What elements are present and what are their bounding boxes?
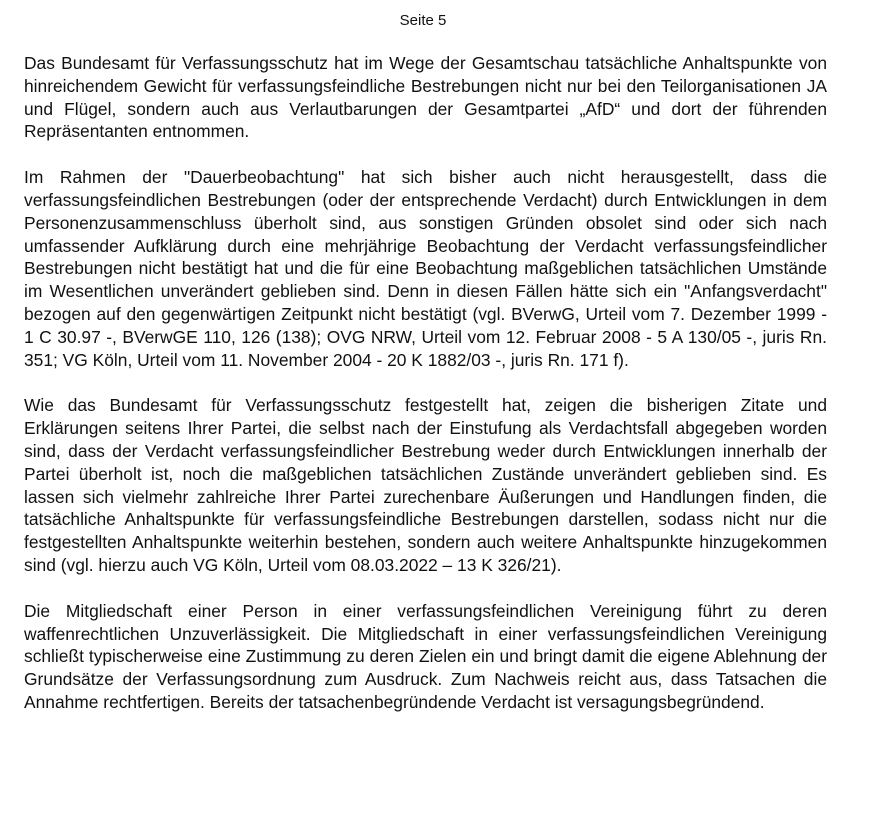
paragraph-2: Im Rahmen der "Dauerbeobachtung" hat sich bisher auch nicht herausgestellt, dass die verfassungsfeindlichen Bestrebungen (oder der entsprechende Verdacht) durch Entwicklungen in dem Personenzusammenschluss überholt sind, aus sonstigen Gründen obsolet sind oder sich nach umfassender Aufklärung durch eine mehrjährige Beobachtung der Verdacht verfassungsfeindlicher Bestrebungen nicht bestätigt hat und die für eine Beobachtung maßgeblichen tatsächlichen Umstände im Wesentlichen unverändert geblieben sind. Denn in diesen Fällen hätte sich ein "Anfangsverdacht" bezogen auf den gegenwärtigen Zeitpunkt nicht bestätigt (vgl. BVerwG, Urteil vom 7. Dezember 1999 - 1 C 30.97 -, BVerwGE 110, 126 (138); OVG NRW, Urteil vom 12. Februar 2008 - 5 A 130/05 -, juris Rn. 351; VG Köln, Urteil vom 11. November 2004 - 20 K 1882/03 -, juris Rn. 171 f). [24,167,827,370]
page-number: Seite 5 [399,12,447,29]
paragraph-1: Das Bundesamt für Verfassungsschutz hat im Wege der Gesamtschau tatsächliche Anhaltspunkte von hinreichendem Gewicht für verfassungsfeindliche Bestrebungen nicht nur bei den Teilorganisationen JA und Flügel, sondern auch aus Verlautbarungen der Gesamtpartei „AfD“ und dort der führenden Repräsentanten entnommen. [24,53,827,142]
paragraph-3: Wie das Bundesamt für Verfassungsschutz festgestellt hat, zeigen die bisherigen Zitate und Erklärungen seitens Ihrer Partei, die selbst nach der Einstufung als Verdachtsfall abgegeben worden sind, dass der Verdacht verfassungsfeindlicher Bestrebung weder durch Entwicklungen innerhalb der Partei überholt ist, noch die maßgeblichen tatsächlichen Zustände unverändert geblieben sind. Es lassen sich vielmehr zahlreiche Ihrer Partei zurechenbare Äußerungen und Handlungen finden, die tatsächliche Anhaltspunkte für verfassungsfeindliche Bestrebungen darstellen, sodass nicht nur die festgestellten Anhaltspunkte weiterhin bestehen, sondern auch weitere Anhaltspunkte hinzugekommen sind (vgl. hierzu auch VG Köln, Urteil vom 08.03.2022 – 13 K 326/21). [24,395,827,575]
document-body [24,52,827,714]
paragraph-4: Die Mitgliedschaft einer Person in einer verfassungsfeindlichen Vereinigung führt zu deren waffenrechtlichen Unzuverlässigkeit. Die Mitgliedschaft in einer verfassungsfeindlichen Vereinigung schließt typischerweise eine Zustimmung zu deren Zielen ein und bringt damit die eigene Ablehnung der Grundsätze der Verfassungsordnung zum Ausdruck. Zum Nachweis reicht aus, dass Tatsachen die Annahme rechtfertigen. Bereits der tatsachenbegründende Verdacht ist versagungsbegründend. [24,600,827,712]
